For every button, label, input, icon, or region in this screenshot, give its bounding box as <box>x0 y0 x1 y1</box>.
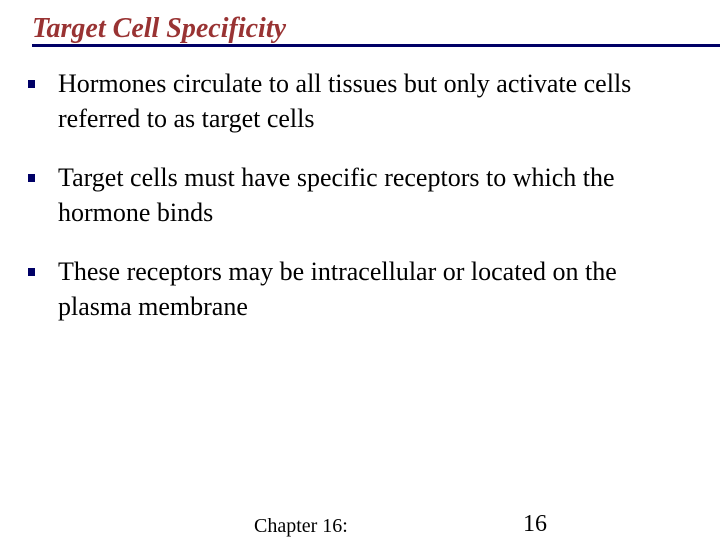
bullet-item <box>28 66 688 136</box>
square-bullet-icon <box>28 268 35 276</box>
bullet-text: These receptors may be intracellular or located on the plasma membrane <box>58 257 617 321</box>
footer-chapter-label: Chapter 16: <box>254 515 348 537</box>
page-number: 16 <box>523 511 547 537</box>
square-bullet-icon <box>28 80 35 88</box>
square-bullet-icon <box>28 174 35 182</box>
bullet-text: Hormones circulate to all tissues but only activate cells referred to as target cells <box>58 69 632 133</box>
bullet-item <box>28 254 688 324</box>
bullet-item <box>28 160 688 230</box>
slide-title: Target Cell Specificity <box>32 13 287 44</box>
title-underline-rule <box>32 44 720 47</box>
bullet-list <box>28 66 688 348</box>
bullet-text: Target cells must have specific receptors to which the hormone binds <box>58 163 615 227</box>
